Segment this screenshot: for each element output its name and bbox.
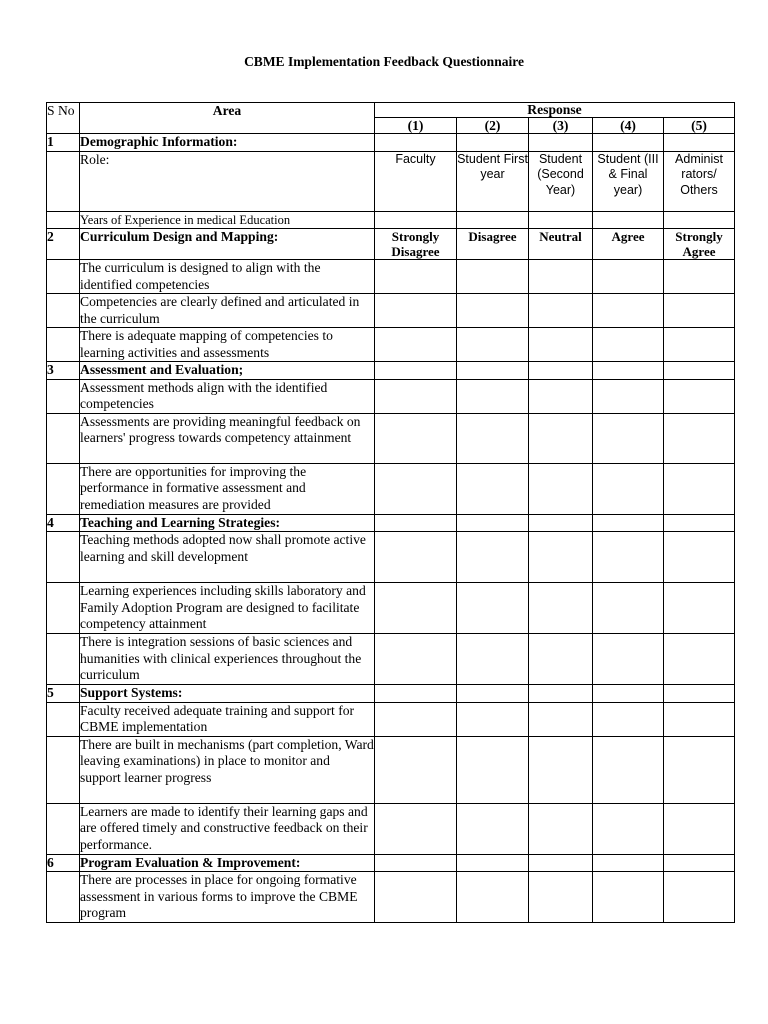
question-text: There are built in mechanisms (part completion, Ward leaving examinations) in place to monitor and support learner progress: [80, 736, 375, 803]
header-row: [47, 103, 735, 118]
question-row: [47, 379, 735, 413]
response-cell[interactable]: [375, 532, 457, 583]
question-row: [47, 463, 735, 514]
response-col-5: (5): [664, 118, 735, 134]
response-cell[interactable]: [457, 328, 529, 362]
role-option-first-year[interactable]: Student First year: [457, 151, 529, 211]
role-row: [47, 151, 735, 211]
response-cell[interactable]: [529, 736, 593, 803]
question-row: [47, 736, 735, 803]
response-cell[interactable]: [529, 379, 593, 413]
question-row: [47, 260, 735, 294]
response-cell[interactable]: [664, 702, 735, 736]
section-row: [47, 514, 735, 532]
role-option-second-year[interactable]: Student (Second Year): [529, 151, 593, 211]
section-number: 2: [47, 229, 80, 260]
sno-cell: [47, 413, 80, 463]
response-cell[interactable]: [375, 634, 457, 685]
question-row: [47, 413, 735, 463]
response-cell[interactable]: [375, 294, 457, 328]
scale-strongly-agree: Strongly Agree: [664, 229, 735, 260]
response-cell[interactable]: [664, 134, 735, 152]
experience-label: Years of Experience in medical Education: [80, 211, 375, 229]
response-cell[interactable]: [593, 134, 664, 152]
sno-cell: [47, 583, 80, 634]
response-cell[interactable]: [457, 134, 529, 152]
response-cell[interactable]: [529, 463, 593, 514]
response-cell[interactable]: [529, 532, 593, 583]
response-cell[interactable]: [529, 134, 593, 152]
question-text: There are opportunities for improving the performance in formative assessment and remediation measures are provided: [80, 463, 375, 514]
response-cell[interactable]: [457, 413, 529, 463]
scale-strongly-disagree: Strongly Disagree: [375, 229, 457, 260]
sno-cell: [47, 803, 80, 854]
response-cell[interactable]: [529, 211, 593, 229]
section-heading: Support Systems:: [80, 685, 375, 703]
section-number: 6: [47, 854, 80, 872]
response-cell[interactable]: [529, 634, 593, 685]
response-cell[interactable]: [593, 532, 664, 583]
response-cell[interactable]: [664, 413, 735, 463]
response-cell[interactable]: [457, 514, 529, 532]
response-cell[interactable]: [593, 702, 664, 736]
response-cell[interactable]: [593, 294, 664, 328]
response-cell[interactable]: [664, 634, 735, 685]
response-cell[interactable]: [457, 634, 529, 685]
sno-cell: [47, 211, 80, 229]
response-cell[interactable]: [664, 872, 735, 923]
scale-neutral: Neutral: [529, 229, 593, 260]
response-cell[interactable]: [375, 803, 457, 854]
question-text: Competencies are clearly defined and articulated in the curriculum: [80, 294, 375, 328]
response-cell[interactable]: [375, 260, 457, 294]
section-row-demographic: [47, 134, 735, 152]
response-cell[interactable]: [529, 514, 593, 532]
sno-cell: [47, 736, 80, 803]
response-cell[interactable]: [375, 413, 457, 463]
sno-header: S No: [47, 103, 80, 134]
section-number: 3: [47, 362, 80, 380]
response-col-1: (1): [375, 118, 457, 134]
response-cell[interactable]: [664, 328, 735, 362]
question-row: [47, 872, 735, 923]
response-cell[interactable]: [593, 211, 664, 229]
response-cell[interactable]: [529, 854, 593, 872]
response-cell[interactable]: [457, 260, 529, 294]
question-text: There is adequate mapping of competencies to learning activities and assessments: [80, 328, 375, 362]
response-cell[interactable]: [664, 362, 735, 380]
question-text: Learners are made to identify their learning gaps and are offered timely and constructive feedback on their performance.: [80, 803, 375, 854]
sno-cell: [47, 702, 80, 736]
section-heading: Teaching and Learning Strategies:: [80, 514, 375, 532]
sno-cell: [47, 872, 80, 923]
response-cell[interactable]: [375, 134, 457, 152]
response-cell[interactable]: [664, 211, 735, 229]
response-cell[interactable]: [529, 362, 593, 380]
question-row: [47, 702, 735, 736]
area-header: Area: [80, 103, 375, 134]
response-cell[interactable]: [375, 463, 457, 514]
response-cell[interactable]: [664, 514, 735, 532]
response-cell[interactable]: [457, 211, 529, 229]
response-cell[interactable]: [457, 702, 529, 736]
response-cell[interactable]: [529, 294, 593, 328]
response-cell[interactable]: [457, 685, 529, 703]
response-cell[interactable]: [664, 294, 735, 328]
question-row: [47, 634, 735, 685]
response-cell[interactable]: [457, 872, 529, 923]
question-text: Assessments are providing meaningful feedback on learners' progress towards competency attainment: [80, 413, 375, 463]
response-cell[interactable]: [664, 463, 735, 514]
response-cell[interactable]: [664, 583, 735, 634]
response-cell[interactable]: [375, 379, 457, 413]
response-cell[interactable]: [664, 685, 735, 703]
response-cell[interactable]: [664, 803, 735, 854]
response-cell[interactable]: [457, 379, 529, 413]
question-text: Faculty received adequate training and support for CBME implementation: [80, 702, 375, 736]
response-cell[interactable]: [529, 702, 593, 736]
response-cell[interactable]: [529, 685, 593, 703]
question-text: There are processes in place for ongoing formative assessment in various forms to improve the CBME program: [80, 872, 375, 923]
scale-disagree: Disagree: [457, 229, 529, 260]
response-cell[interactable]: [593, 634, 664, 685]
question-text: Learning experiences including skills laboratory and Family Adoption Program are designed to facilitate competency attainment: [80, 583, 375, 634]
response-cell[interactable]: [529, 260, 593, 294]
sno-cell: [47, 463, 80, 514]
response-cell[interactable]: [593, 736, 664, 803]
response-cell[interactable]: [457, 854, 529, 872]
questionnaire-table: [46, 102, 735, 923]
response-cell[interactable]: [664, 379, 735, 413]
response-col-2: (2): [457, 118, 529, 134]
response-cell[interactable]: [375, 583, 457, 634]
response-cell[interactable]: [457, 362, 529, 380]
response-cell[interactable]: [375, 702, 457, 736]
response-cell[interactable]: [664, 532, 735, 583]
response-cell[interactable]: [593, 872, 664, 923]
response-cell[interactable]: [593, 854, 664, 872]
section-row: [47, 685, 735, 703]
response-cell[interactable]: [529, 583, 593, 634]
response-cell[interactable]: [457, 803, 529, 854]
response-header: Response: [375, 103, 735, 118]
page-title: CBME Implementation Feedback Questionnaire: [244, 54, 524, 69]
response-col-4: (4): [593, 118, 664, 134]
section-heading: Demographic Information:: [80, 134, 375, 152]
question-row: [47, 803, 735, 854]
section-heading: Assessment and Evaluation;: [80, 362, 375, 380]
response-cell[interactable]: [375, 736, 457, 803]
response-cell[interactable]: [593, 413, 664, 463]
response-cell[interactable]: [593, 803, 664, 854]
response-cell[interactable]: [457, 532, 529, 583]
response-cell[interactable]: [375, 362, 457, 380]
response-cell[interactable]: [593, 685, 664, 703]
sno-cell: [47, 532, 80, 583]
response-cell[interactable]: [593, 514, 664, 532]
response-cell[interactable]: [375, 872, 457, 923]
sno-cell: [47, 294, 80, 328]
section-heading: Curriculum Design and Mapping:: [80, 229, 375, 260]
sno-cell: [47, 328, 80, 362]
response-cell[interactable]: [457, 463, 529, 514]
response-cell[interactable]: [664, 260, 735, 294]
response-cell[interactable]: [457, 294, 529, 328]
role-option-faculty[interactable]: Faculty: [375, 151, 457, 211]
response-cell[interactable]: [529, 413, 593, 463]
response-col-3: (3): [529, 118, 593, 134]
role-option-final-year[interactable]: Student (III & Final year): [593, 151, 664, 211]
section-row: [47, 362, 735, 380]
question-text: Teaching methods adopted now shall promote active learning and skill development: [80, 532, 375, 583]
response-cell[interactable]: [664, 736, 735, 803]
scale-agree: Agree: [593, 229, 664, 260]
question-row: [47, 328, 735, 362]
role-label: Role:: [80, 151, 375, 211]
question-text: There is integration sessions of basic sciences and humanities with clinical experiences throughout the curriculum: [80, 634, 375, 685]
response-cell[interactable]: [457, 583, 529, 634]
response-cell[interactable]: [593, 379, 664, 413]
question-row: [47, 583, 735, 634]
response-cell[interactable]: [529, 803, 593, 854]
response-cell[interactable]: [375, 328, 457, 362]
question-row: [47, 294, 735, 328]
response-cell[interactable]: [375, 514, 457, 532]
sno-cell: [47, 379, 80, 413]
sno-cell: [47, 260, 80, 294]
section-heading: Program Evaluation & Improvement:: [80, 854, 375, 872]
sno-cell: [47, 151, 80, 211]
response-cell[interactable]: [664, 854, 735, 872]
question-row: [47, 532, 735, 583]
sno-cell: [47, 634, 80, 685]
response-cell[interactable]: [593, 362, 664, 380]
response-cell[interactable]: [529, 872, 593, 923]
response-cell[interactable]: [593, 583, 664, 634]
question-text: Assessment methods align with the identified competencies: [80, 379, 375, 413]
response-cell[interactable]: [375, 685, 457, 703]
section-row: [47, 854, 735, 872]
response-cell[interactable]: [375, 211, 457, 229]
response-cell[interactable]: [457, 736, 529, 803]
section-number: 1: [47, 134, 80, 152]
response-cell[interactable]: [593, 463, 664, 514]
section-number: 4: [47, 514, 80, 532]
section-number: 5: [47, 685, 80, 703]
response-cell[interactable]: [593, 260, 664, 294]
role-option-administrators[interactable]: Administ rators/ Others: [664, 151, 735, 211]
response-cell[interactable]: [529, 328, 593, 362]
question-text: The curriculum is designed to align with the identified competencies: [80, 260, 375, 294]
section-row: [47, 229, 735, 260]
experience-row: [47, 211, 735, 229]
sections-body: [47, 229, 735, 923]
response-cell[interactable]: [593, 328, 664, 362]
response-cell[interactable]: [375, 854, 457, 872]
